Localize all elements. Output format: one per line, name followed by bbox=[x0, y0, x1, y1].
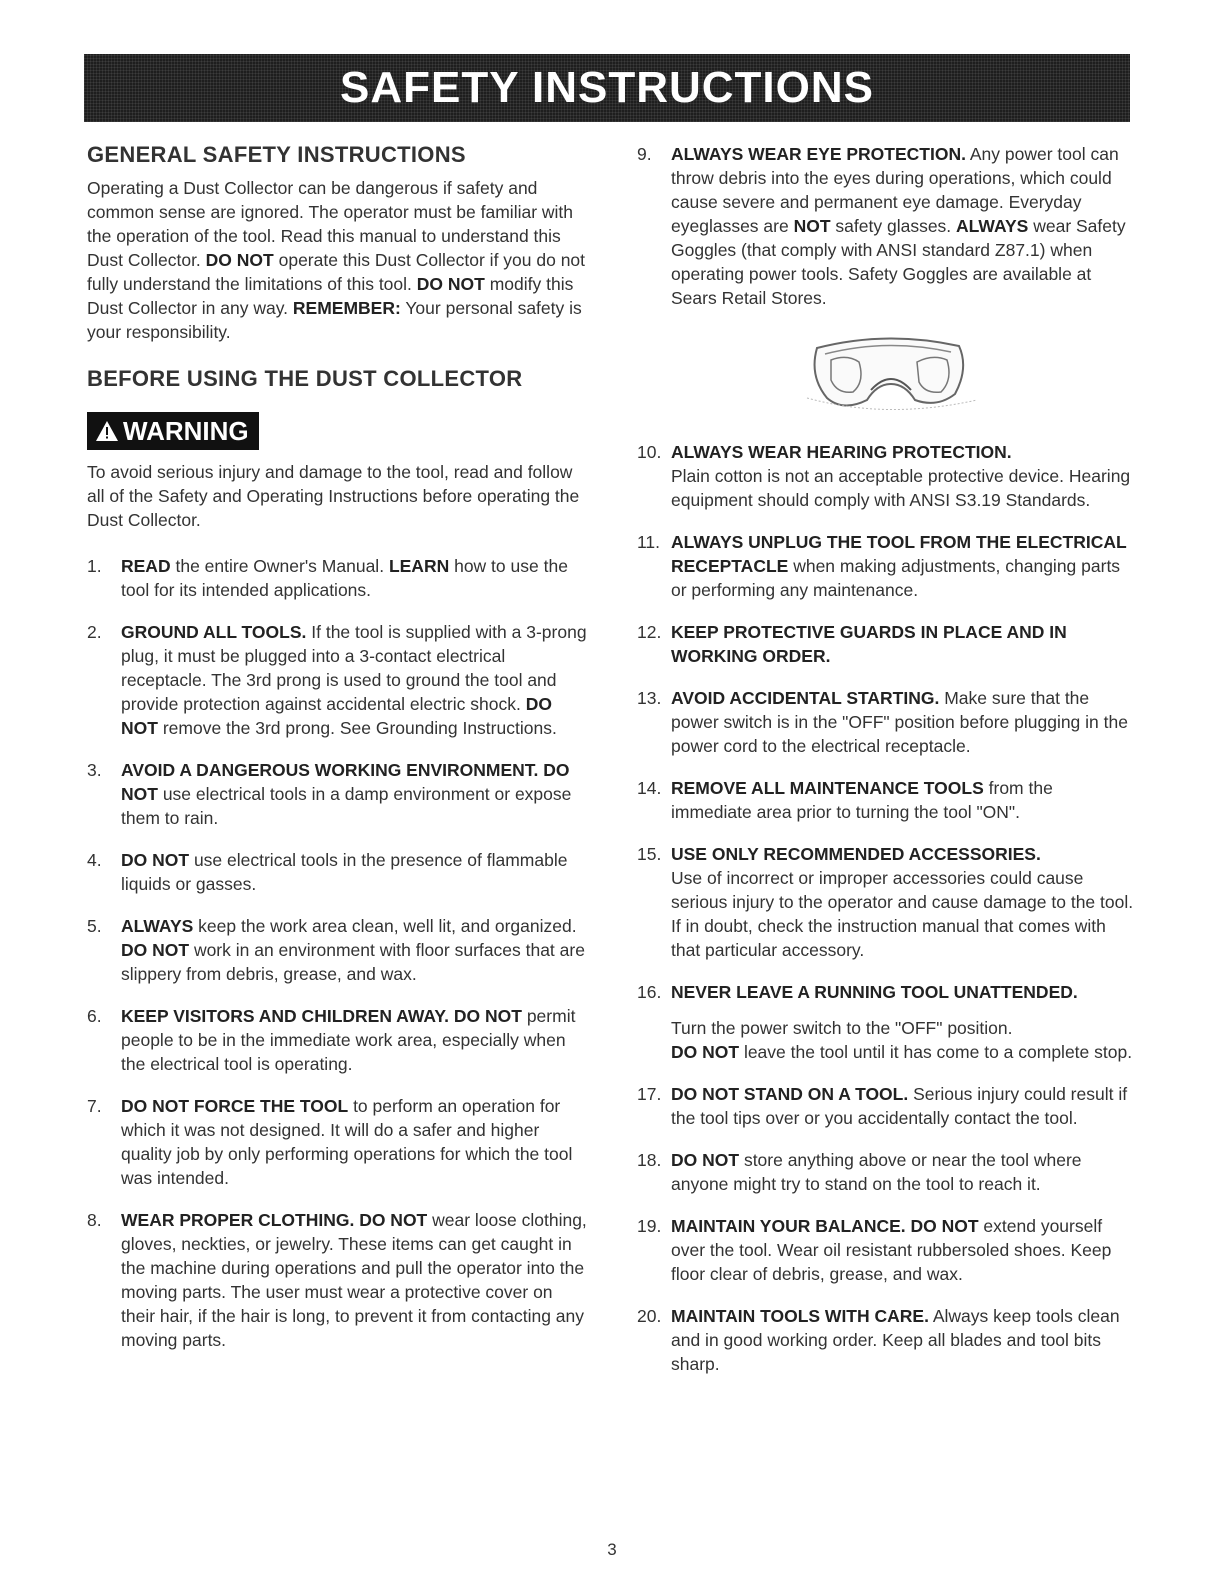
section-banner bbox=[84, 54, 1130, 122]
safety-goggles-illustration bbox=[637, 328, 1137, 418]
page-title: SAFETY INSTRUCTIONS bbox=[339, 63, 874, 112]
safety-goggles-icon bbox=[787, 328, 987, 418]
list-item: 15. USE ONLY RECOMMENDED ACCESSORIES. Use of incorrect or improper accessories could cause serious injury to the operator and cause damage to the tool. If in doubt, check the instruction manual that comes with that particular accessory. bbox=[637, 844, 1134, 960]
list-item: 9. ALWAYS WEAR EYE PROTECTION. Any power tool can throw debris into the eyes during operations, which could cause severe and permanent eye damage. Everyday eyeglasses are NOT safety glasses. ALWAYS wear Safety Goggles (that comply with ANSI standard Z87.1) when operating power tools. Safety Goggles are available at Sears Retail Stores. bbox=[637, 144, 1126, 308]
general-safety-heading: GENERAL SAFETY INSTRUCTIONS bbox=[87, 142, 466, 167]
left-column bbox=[87, 142, 587, 1370]
list-item: 1. READ the entire Owner's Manual. LEARN how to use the tool for its intended applications. bbox=[87, 556, 568, 600]
list-item: 3. AVOID A DANGEROUS WORKING ENVIRONMENT. DO NOT use electrical tools in a damp environment or expose them to rain. bbox=[87, 760, 572, 828]
list-item: 4. DO NOT use electrical tools in the presence of flammable liquids or gasses. bbox=[87, 850, 568, 894]
list-item: 17. DO NOT STAND ON A TOOL. Serious injury could result if the tool tips over or you accidentally contact the tool. bbox=[637, 1084, 1128, 1128]
warning-triangle-icon bbox=[95, 420, 119, 442]
list-item: 14. REMOVE ALL MAINTENANCE TOOLS from the immediate area prior to turning the tool "ON". bbox=[637, 778, 1053, 822]
list-item: 2. GROUND ALL TOOLS. If the tool is supplied with a 3-prong plug, it must be plugged into a 3-contact electrical receptacle. The 3rd prong is used to ground the tool and provide protection against accidental electric shock. DO NOT remove the 3rd prong. See Grounding Instructions. bbox=[87, 622, 587, 738]
list-item: 11. ALWAYS UNPLUG THE TOOL FROM THE ELECTRICAL RECEPTACLE when making adjustments, changing parts or performing any maintenance. bbox=[637, 532, 1127, 600]
list-item: 12. KEEP PROTECTIVE GUARDS IN PLACE AND IN WORKING ORDER. bbox=[637, 622, 1067, 666]
general-safety-paragraph: Operating a Dust Collector can be dangerous if safety and common sense are ignored. The operator must be familiar with the operation of the tool. Read this manual to understand this Dust Collector. DO NOT operate this Dust Collector if you do not fully understand the limitations of this tool. DO NOT modify this Dust Collector in any way. REMEMBER: Your personal safety is your responsibility. bbox=[87, 178, 586, 342]
list-item: 19. MAINTAIN YOUR BALANCE. DO NOT extend yourself over the tool. Wear oil resistant rubbersoled shoes. Keep floor clear of debris, grease, and wax. bbox=[637, 1216, 1112, 1284]
list-item: 10. ALWAYS WEAR HEARING PROTECTION. Plain cotton is not an acceptable protective device. Hearing equipment should comply with ANSI S3.19 Standards. bbox=[637, 442, 1131, 510]
warning-text: To avoid serious injury and damage to the tool, read and follow all of the Safety and Operating Instructions before operating the Dust Collector. bbox=[87, 462, 580, 530]
right-column bbox=[637, 142, 1137, 1394]
list-item: 7. DO NOT FORCE THE TOOL to perform an operation for which it was not designed. It will do a safer and higher quality job by only performing operations for which the tool was intended. bbox=[87, 1096, 573, 1188]
list-item: 16. NEVER LEAVE A RUNNING TOOL UNATTENDED. Turn the power switch to the "OFF" position. DO NOT leave the tool until it has come to a complete stop. bbox=[637, 982, 1133, 1062]
list-item: 8. WEAR PROPER CLOTHING. DO NOT wear loose clothing, gloves, neckties, or jewelry. These items can get caught in the machine during operations and pull the operator into the moving parts. The user must wear a protective cover on their hair, if the hair is long, to prevent it from contacting any moving parts. bbox=[87, 1210, 587, 1350]
warning-badge bbox=[87, 412, 259, 450]
warning-label: WARNING bbox=[123, 415, 249, 446]
list-item: 5. ALWAYS keep the work area clean, well lit, and organized. DO NOT work in an environment with floor surfaces that are slippery from debris, grease, and wax. bbox=[87, 916, 585, 984]
before-using-heading: BEFORE USING THE DUST COLLECTOR bbox=[87, 366, 523, 391]
page-number: 3 bbox=[607, 1540, 617, 1559]
list-item: 13. AVOID ACCIDENTAL STARTING. Make sure that the power switch is in the "OFF" position before plugging in the power cord to the electrical receptacle. bbox=[637, 688, 1128, 756]
list-item: 18. DO NOT store anything above or near the tool where anyone might try to stand on the tool to reach it. bbox=[637, 1150, 1082, 1194]
list-item: 6. KEEP VISITORS AND CHILDREN AWAY. DO NOT permit people to be in the immediate work area, especially when the electrical tool is operating. bbox=[87, 1006, 576, 1074]
list-item: 20. MAINTAIN TOOLS WITH CARE. Always keep tools clean and in good working order. Keep all blades and tool bits sharp. bbox=[637, 1306, 1120, 1374]
